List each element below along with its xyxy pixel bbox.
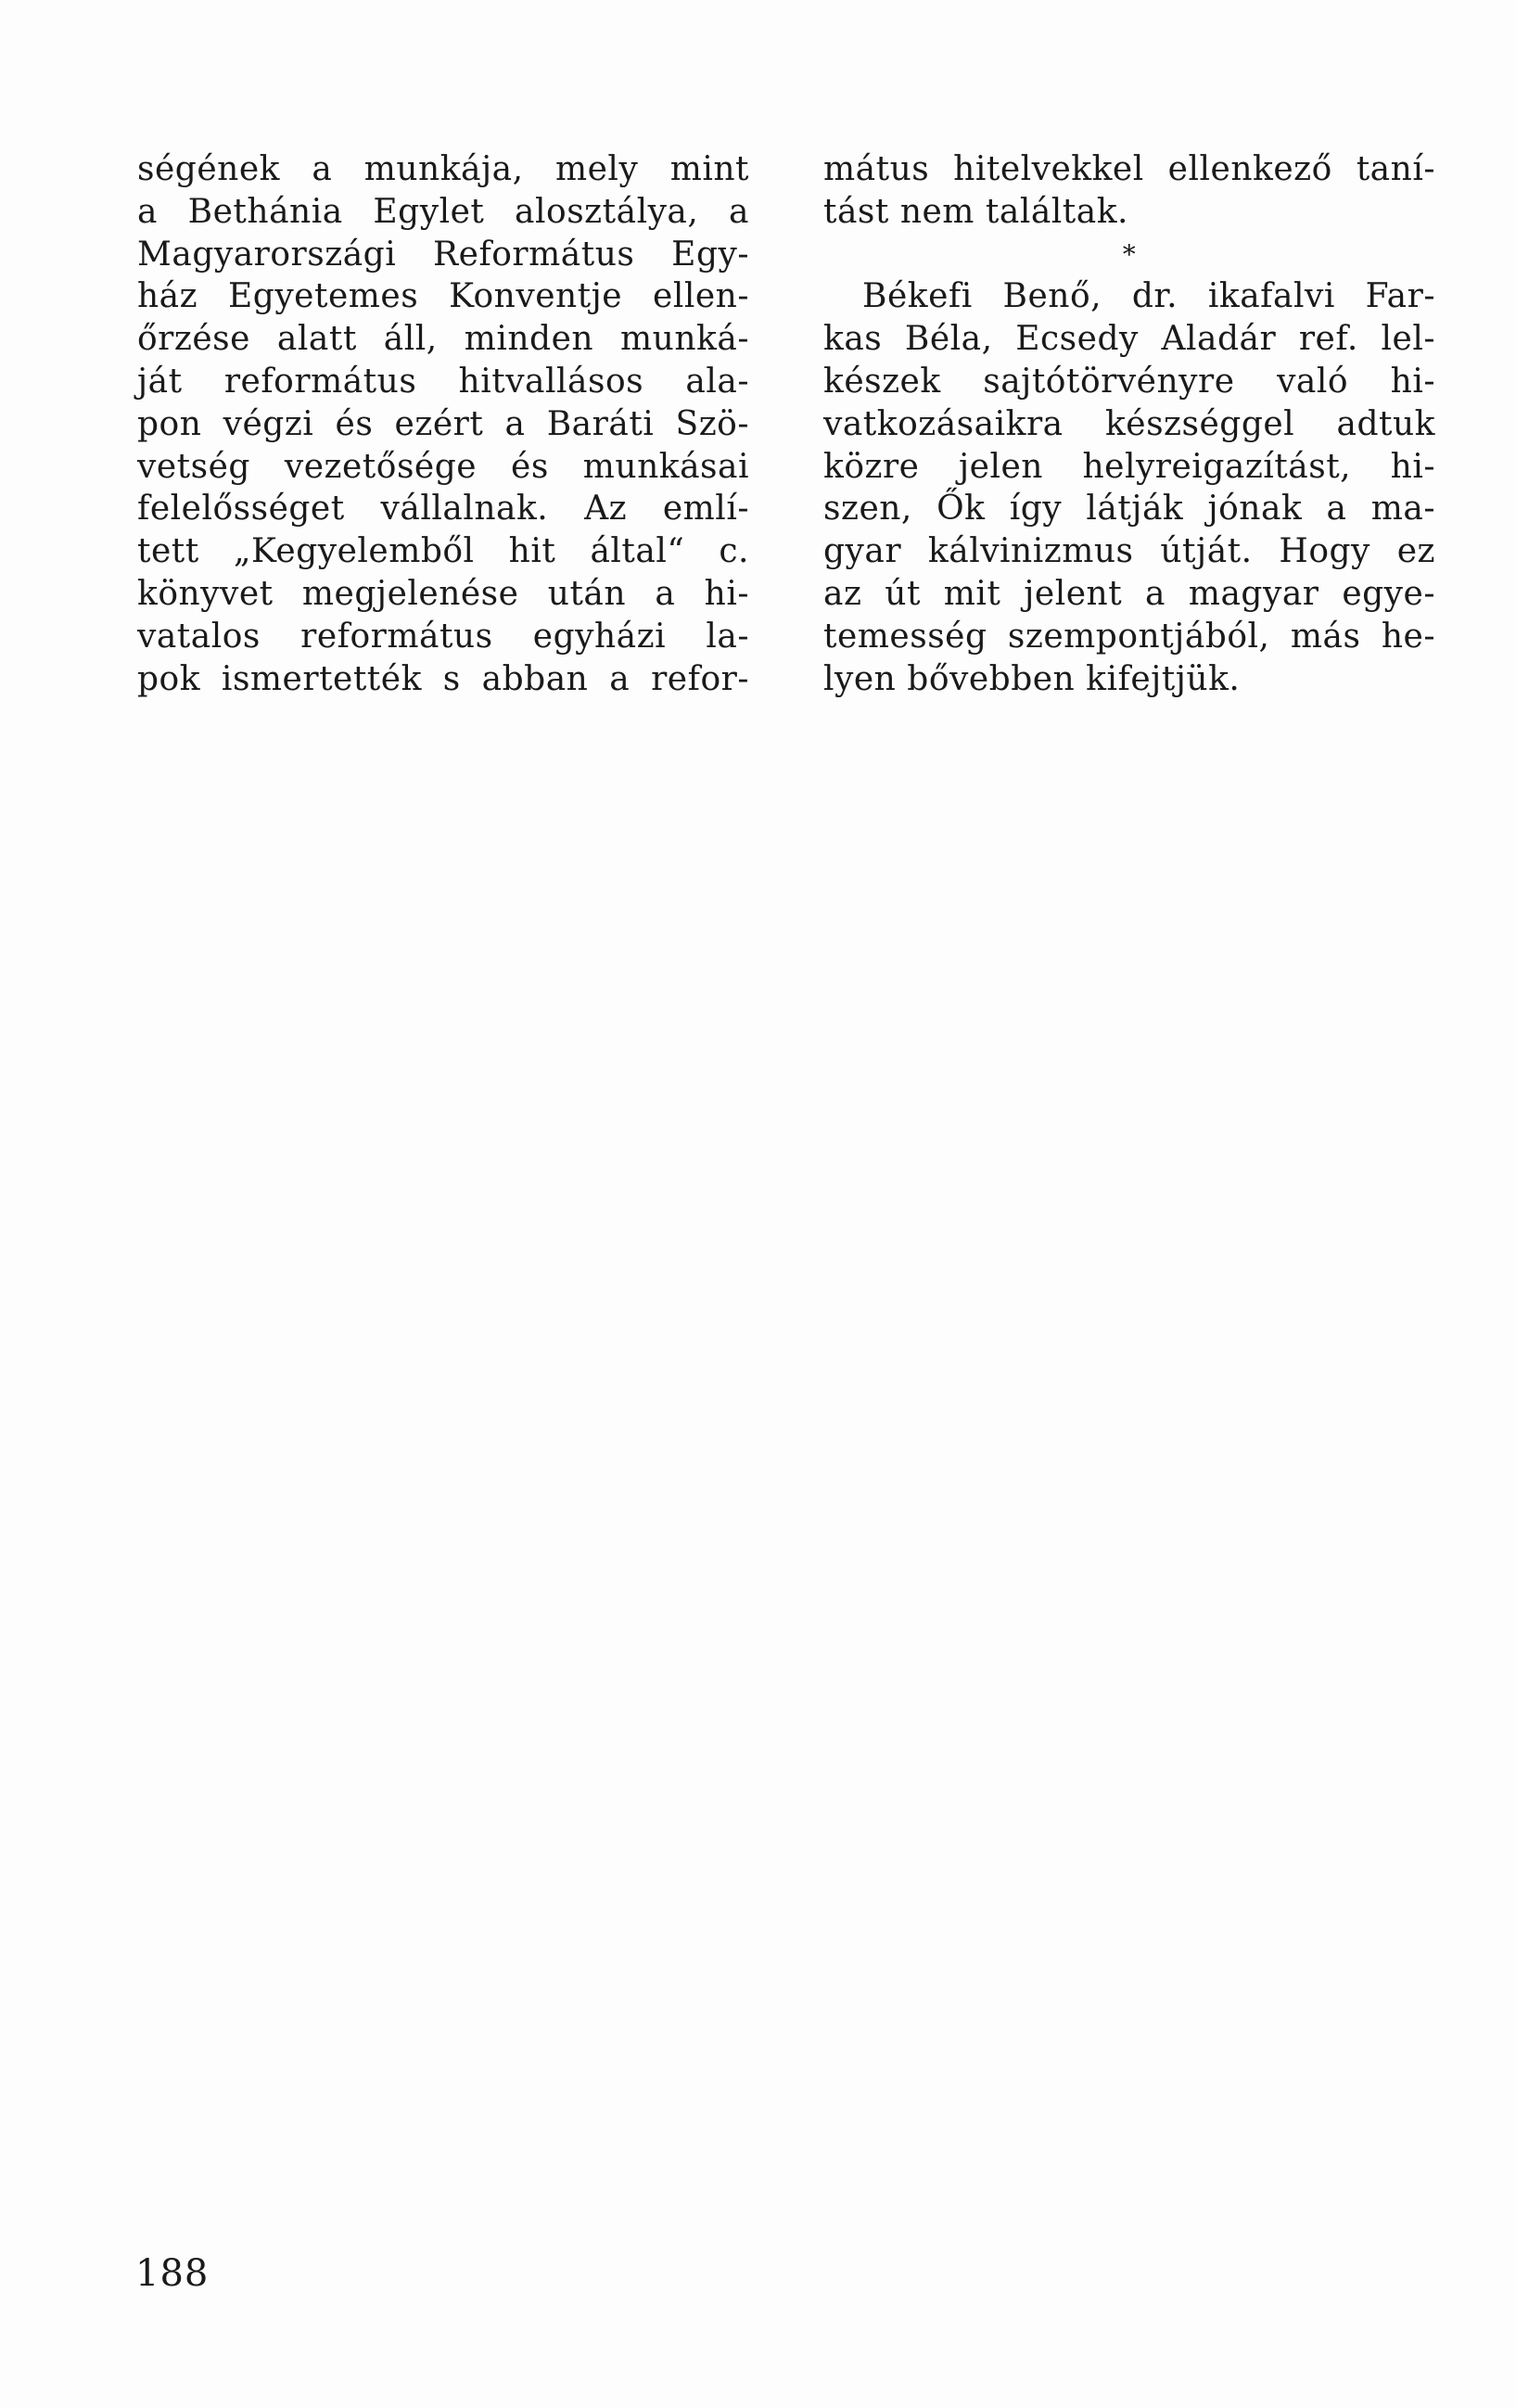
text-line: kas Béla, Ecsedy Aladár ref. lel- — [823, 320, 1435, 359]
section-separator: * — [1122, 238, 1137, 270]
text-line: az út mit jelent a magyar egye- — [823, 574, 1435, 613]
text-line: a Bethánia Egylet alosztálya, a — [137, 192, 749, 231]
page-number: 188 — [135, 2252, 210, 2295]
text-line: tást nem találtak. — [823, 192, 1128, 231]
left-column — [137, 148, 749, 700]
text-line: Magyarországi Református Egy- — [137, 235, 749, 274]
text-line: lyen bővebben kifejtjük. — [823, 659, 1241, 698]
text-line: vetség vezetősége és munkásai — [137, 447, 749, 486]
text-line: gyar kálvinizmus útját. Hogy ez — [823, 532, 1435, 571]
text-line: őrzése alatt áll, minden munká- — [137, 320, 749, 359]
text-line: vatalos református egyházi la- — [137, 617, 749, 656]
text-line: ház Egyetemes Konventje ellen- — [137, 277, 749, 316]
text-line: felelősséget vállalnak. Az emlí- — [137, 490, 749, 529]
text-line: Békefi Benő, dr. ikafalvi Far- — [862, 277, 1435, 316]
text-line: ját református hitvallásos ala- — [137, 362, 749, 401]
text-line: vatkozásaikra készséggel adtuk — [823, 404, 1435, 443]
text-line: temesség szempontjából, más he- — [823, 617, 1435, 656]
text-line: pon végzi és ezért a Baráti Szö- — [137, 404, 749, 443]
right-column — [823, 148, 1435, 700]
text-line: könyvet megjelenése után a hi- — [137, 574, 749, 613]
text-line: tett „Kegyelemből hit által“ c. — [137, 532, 749, 571]
text-line: pok ismertették s abban a refor- — [137, 659, 749, 698]
text-line: készek sajtótörvényre való hi- — [823, 362, 1435, 401]
text-line: ségének a munkája, mely mint — [137, 150, 749, 188]
text-line: szen, Ők így látják jónak a ma- — [823, 490, 1435, 529]
text-line: közre jelen helyreigazítást, hi- — [823, 447, 1435, 486]
text-line: mátus hitelvekkel ellenkező taní- — [823, 150, 1435, 188]
